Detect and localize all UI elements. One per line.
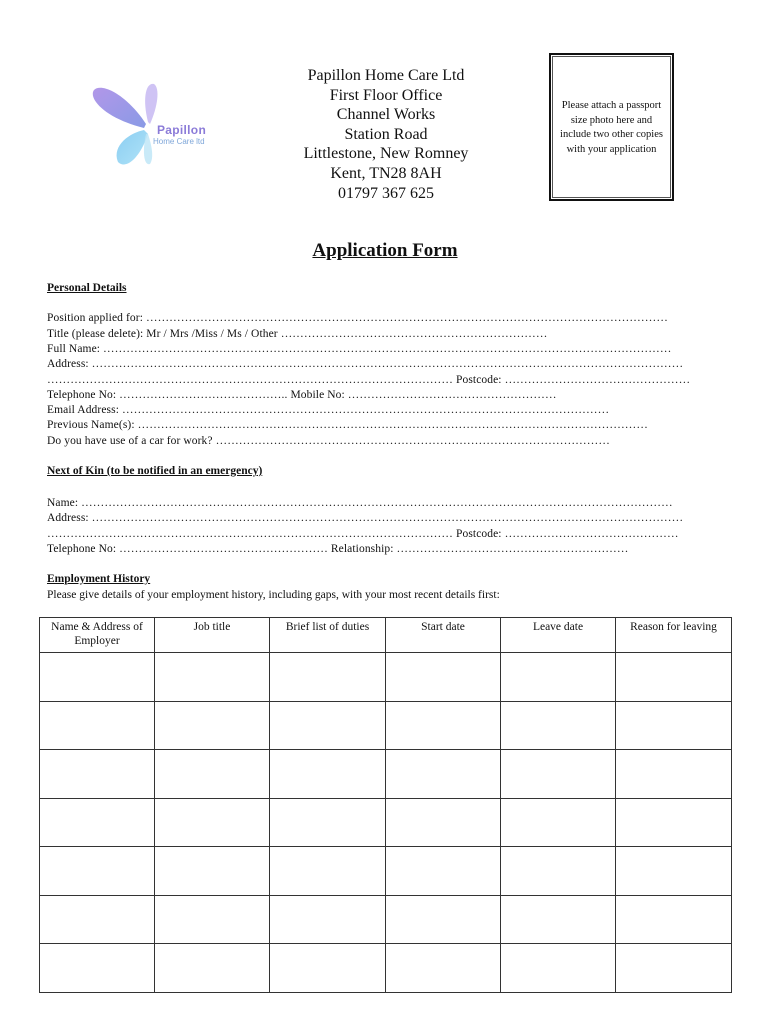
kin-name-field[interactable]: Name: ……………………………………………………………………………………………………………………………………… [47, 497, 673, 509]
logo-name: Papillon [157, 123, 207, 137]
address-line: First Floor Office [329, 86, 443, 104]
table-row [40, 847, 732, 896]
kin-telephone-relationship-field[interactable]: Telephone No: ……………………………………………… Relationship: …………………………………………………… [47, 543, 629, 555]
full-name-field[interactable]: Full Name: ………………………………………………………………………………………………………………………………… [47, 343, 672, 355]
leave-date-cell[interactable] [501, 895, 616, 944]
employer-cell[interactable] [40, 847, 155, 896]
position-field[interactable]: Position applied for: ……………………………………………………………………………………………………………………… [47, 312, 668, 324]
reason-cell[interactable] [616, 895, 732, 944]
table-row [40, 798, 732, 847]
postcode-field[interactable]: …………………………………………………………………………………………… Postcode: ………………………………………… [47, 374, 691, 386]
leave-date-cell[interactable] [501, 847, 616, 896]
employment-table [39, 617, 732, 993]
duties-cell[interactable] [270, 944, 386, 993]
address-line: Station Road [344, 125, 428, 143]
telephone-mobile-field[interactable]: Telephone No: …………………………………….. Mobile No: ……………………………………………… [47, 389, 557, 401]
leave-date-cell[interactable] [501, 701, 616, 750]
employer-cell[interactable] [40, 944, 155, 993]
table-row [40, 750, 732, 799]
photo-instruction-line: with your application [566, 143, 657, 155]
title-field[interactable]: Title (please delete): Mr / Mrs /Miss / Ms / Other …………………………………………………………… [47, 328, 548, 340]
table-row [40, 653, 732, 702]
photo-instruction-line: size photo here and [570, 114, 653, 126]
column-header-reason: Reason for leaving [616, 618, 732, 653]
job-title-cell[interactable] [155, 847, 270, 896]
photo-instruction-line: Please attach a passport [561, 100, 662, 111]
job-title-cell[interactable] [155, 750, 270, 799]
email-field[interactable]: Email Address: ……………………………………………………………………………………………………………… [47, 404, 610, 416]
job-title-cell[interactable] [155, 944, 270, 993]
column-header-job-title: Job title [155, 618, 270, 653]
job-title-cell[interactable] [155, 798, 270, 847]
table-row [40, 944, 732, 993]
job-title-cell[interactable] [155, 701, 270, 750]
table-header-row [40, 618, 732, 653]
address-field[interactable]: Address: ……………………………………………………………………………………………………………………………………… [47, 358, 684, 370]
reason-cell[interactable] [616, 750, 732, 799]
kin-address-field[interactable]: Address: ……………………………………………………………………………………………………………………………………… [47, 512, 684, 524]
employer-cell[interactable] [40, 798, 155, 847]
leave-date-cell[interactable] [501, 653, 616, 702]
leave-date-cell[interactable] [501, 798, 616, 847]
employment-history-heading: Employment History [47, 573, 151, 585]
address-line: Littlestone, New Romney [303, 145, 469, 163]
company-phone: 01797 367 625 [338, 184, 434, 202]
column-header-leave-date: Leave date [501, 618, 616, 653]
leave-date-cell[interactable] [501, 750, 616, 799]
personal-details-heading: Personal Details [47, 282, 127, 294]
table-row [40, 895, 732, 944]
employer-cell[interactable] [40, 895, 155, 944]
employer-cell[interactable] [40, 701, 155, 750]
column-header-duties: Brief list of duties [270, 618, 386, 653]
duties-cell[interactable] [270, 701, 386, 750]
previous-names-field[interactable]: Previous Name(s): …………………………………………………………………………………………………………………… [47, 419, 648, 431]
logo-subtitle: Home Care ltd [153, 137, 205, 146]
table-row [40, 701, 732, 750]
next-of-kin-heading: Next of Kin (to be notified in an emergency) [47, 465, 263, 477]
employer-cell[interactable] [40, 750, 155, 799]
address-line: Kent, TN28 8AH [330, 164, 442, 182]
photo-instruction-line: include two other copies [560, 129, 663, 141]
column-header-start-date: Start date [386, 618, 501, 653]
address-line: Channel Works [336, 106, 436, 124]
reason-cell[interactable] [616, 798, 732, 847]
company-address [270, 66, 502, 203]
duties-cell[interactable] [270, 750, 386, 799]
leave-date-cell[interactable] [501, 944, 616, 993]
company-name: Papillon Home Care Ltd [307, 67, 465, 84]
job-title-cell[interactable] [155, 895, 270, 944]
car-use-field[interactable]: Do you have use of a car for work? ………………………………………………………………………………………… [47, 435, 610, 447]
job-title-cell[interactable] [155, 653, 270, 702]
form-title: Application Form [312, 240, 458, 261]
column-header-employer: Name & Address of Employer [40, 618, 155, 653]
start-date-cell[interactable] [386, 944, 501, 993]
start-date-cell[interactable] [386, 750, 501, 799]
reason-cell[interactable] [616, 653, 732, 702]
duties-cell[interactable] [270, 653, 386, 702]
kin-postcode-field[interactable]: …………………………………………………………………………………………… Postcode: ……………………………………… [47, 528, 679, 540]
passport-photo-box [549, 53, 674, 201]
employment-instructions: Please give details of your employment history, including gaps, with your most recent details first: [47, 589, 500, 601]
start-date-cell[interactable] [386, 701, 501, 750]
start-date-cell[interactable] [386, 895, 501, 944]
duties-cell[interactable] [270, 847, 386, 896]
duties-cell[interactable] [270, 895, 386, 944]
start-date-cell[interactable] [386, 847, 501, 896]
start-date-cell[interactable] [386, 653, 501, 702]
employer-cell[interactable] [40, 653, 155, 702]
reason-cell[interactable] [616, 847, 732, 896]
duties-cell[interactable] [270, 798, 386, 847]
start-date-cell[interactable] [386, 798, 501, 847]
reason-cell[interactable] [616, 944, 732, 993]
photo-instructions [553, 99, 671, 157]
reason-cell[interactable] [616, 701, 732, 750]
